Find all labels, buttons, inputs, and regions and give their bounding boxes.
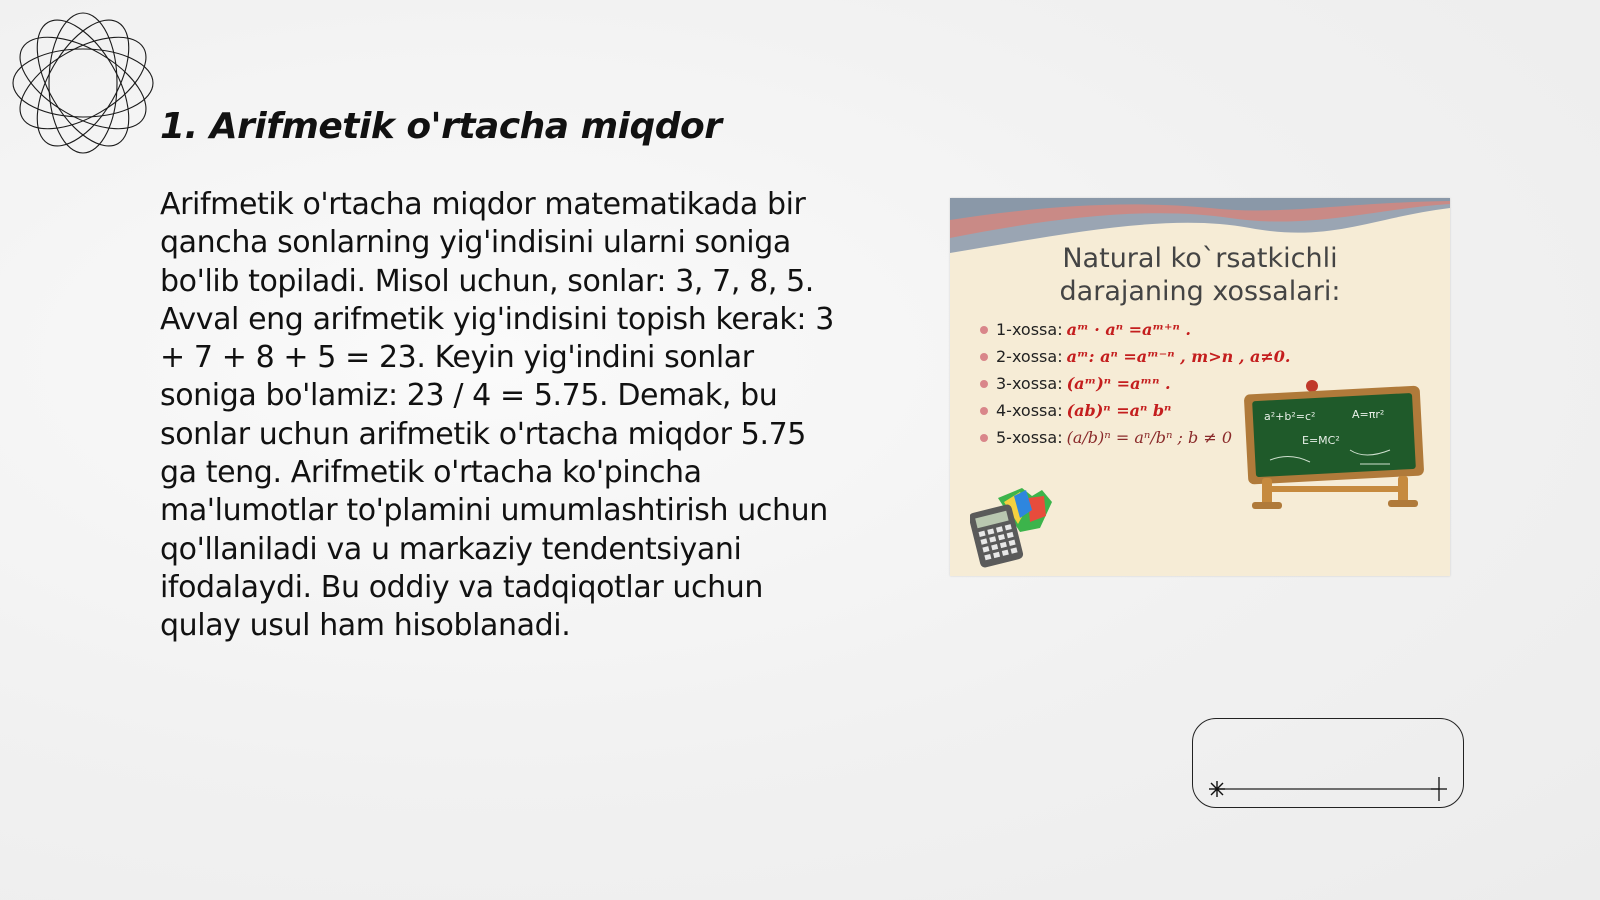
list-item: 2-xossa: aᵐ: aⁿ =aᵐ⁻ⁿ , m>n , a≠0.: [980, 347, 1290, 374]
illustration-title-line1: Natural ko`rsatkichli: [1062, 243, 1338, 274]
board-formula-3: E=MC²: [1302, 434, 1340, 447]
sparkle-icon: [1209, 781, 1225, 797]
calculator-icon: [970, 488, 1060, 568]
list-item: 5-xossa: (a/b)ⁿ = aⁿ/bⁿ ; b ≠ 0: [980, 428, 1290, 455]
illustration-title-line2: darajaning xossalari:: [1059, 276, 1341, 307]
rosette-ornament-icon: [8, 8, 158, 158]
page-title: 1. Arifmetik o'rtacha miqdor: [160, 106, 722, 147]
board-formula-1: a²+b²=c²: [1264, 410, 1316, 423]
list-item: 4-xossa: (ab)ⁿ =aⁿ bⁿ: [980, 401, 1290, 428]
list-item: 3-xossa: (aᵐ)ⁿ =aᵐⁿ .: [980, 374, 1290, 401]
decorative-frame: [1192, 718, 1464, 808]
illustration-image: [950, 198, 1450, 576]
decorative-line: [1193, 719, 1465, 809]
illustration-title: [950, 242, 1450, 308]
list-item: 1-xossa: aᵐ · aⁿ =aᵐ⁺ⁿ .: [980, 320, 1290, 347]
chalkboard-icon: [1240, 380, 1430, 515]
star-cross-icon: [1431, 777, 1447, 801]
board-formula-2: A=πr²: [1352, 408, 1385, 421]
body-paragraph: Arifmetik o'rtacha miqdor matematikada bir qancha sonlarning yig'indisini ularni soniga bo'lib topiladi. Misol uchun, sonlar: 3, 7, 8, 5. Avval eng arifmetik yig'indisini topish kerak: 3 + 7 + 8 + 5 = 23. Keyin yig'indini sonlar soniga bo'lamiz: 23 / 4 = 5.75. Demak, bu sonlar uchun arifmetik o'rtacha miqdor 5.75 ga teng. Arifmetik o'rtacha ko'pincha ma'lumotlar to'plamini umumlashtirish uchun qo'llaniladi va u markaziy tendentsiyani ifodalaydi. Bu oddiy va tadqiqotlar uchun qulay usul ham hisoblanadi.: [160, 187, 834, 644]
